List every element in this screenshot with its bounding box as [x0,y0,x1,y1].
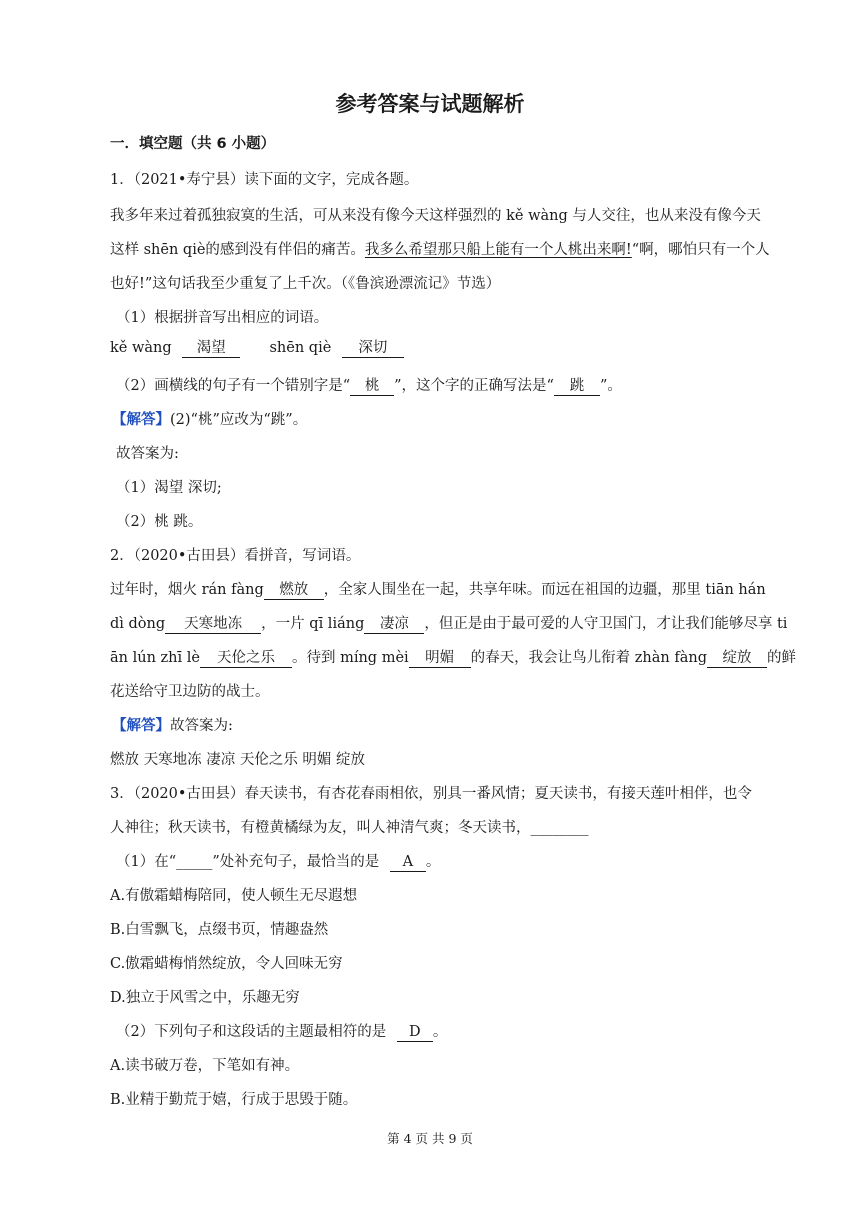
q2-line4: 花送给守卫边防的战士。 [110,684,270,700]
q1-passage-line2 [110,238,770,259]
q2-line2-c: ，但正是由于最可爱的人守卫国门，才让我们能够尽享 ti [424,616,788,632]
q3-sub1-text: （1）在“_____”处补充句子，最恰当的是 [116,854,380,870]
q2-line1 [110,578,766,600]
q3-line2: 人神往；秋天读书，有橙黄橘绿为友，叫人神清气爽；冬天读书，________ [110,820,589,836]
q1-pinyin1: kě wàng [110,340,172,356]
q2-solution-text: 故答案为: [170,718,233,734]
q2-line2 [110,612,787,634]
q1-final1: （1）渴望 深切; [116,480,222,496]
q2-line1-a: 过年时，烟火 rán fàng [110,582,264,598]
q1-pinyin-answers [110,340,404,358]
q1-stem: 1．（2021•寿宁县）读下面的文字，完成各题。 [110,172,419,188]
q3-sub2-text: （2）下列句子和这段话的主题最相符的是 [116,1024,387,1040]
q2-line2-a: dì dòng [110,616,166,632]
q2-answer5: 明媚 [409,650,471,668]
q1-passage-line2-tail: “啊，哪怕只有一个人 [631,242,770,258]
q1-underlined-sentence: 我多么希望那只船上能有一个人桃出来啊! [364,242,632,258]
q1-sub2-text-a: （2）画横线的句子有一个错别字是“ [116,378,351,394]
q1-sub1: （1）根据拼音写出相应的词语。 [116,310,329,326]
q2-answer4: 天伦之乐 [200,650,292,668]
q3-sub2-answer: D [397,1024,433,1042]
q3-sub1-answer: A [390,854,426,872]
q1-final2: （2）桃 跳。 [116,514,203,530]
q2-stem: 2．（2020•古田县）看拼音，写词语。 [110,548,361,564]
q1-sub2-text-b: ”，这个字的正确写法是“ [394,378,554,394]
q1-sub2-answer-correct: 跳 [554,378,600,396]
q1-sub2 [116,374,622,396]
q2-line3-b: 。待到 míng mèi [291,650,409,666]
q1-passage-line3: 也好!”这句话我至少重复了上千次。（《鲁滨逊漂流记》节选） [110,276,501,292]
q2-answer2: 天寒地冻 [165,616,261,634]
q3-option-a: A.有傲霜蜡梅陪同，使人顿生无尽遐想 [110,888,358,904]
q1-sub2-text-c: ”。 [599,378,622,394]
q3-option2-b: B.业精于勤荒于嬉，行成于思毁于随。 [110,1092,358,1108]
q1-answer1: 渴望 [182,340,240,358]
q1-pinyin2: shēn qiè [269,340,332,356]
q2-final: 燃放 天寒地冻 凄凉 天伦之乐 明媚 绽放 [110,752,366,768]
page-footer: 第 4 页 共 9 页 [387,1131,473,1146]
section-heading: 一．填空题（共 6 小题） [110,136,276,152]
q1-passage-line1: 我多年来过着孤独寂寞的生活，可从来没有像今天这样强烈的 kě wàng 与人交往，也从来没有像今天 [110,208,761,224]
q1-answer2: 深切 [342,340,404,358]
q3-option-b: B.白雪飘飞，点缀书页，情趣盎然 [110,922,329,938]
q2-line2-b: ，一片 qī liáng [261,616,365,632]
q2-line1-b: ，全家人围坐在一起，共享年味。而远在祖国的边疆，那里 tiān hán [323,582,766,598]
q2-solution-tag: 【解答】 [112,717,170,734]
q1-solution-tag: 【解答】 [112,411,170,428]
q3-sub2-end: 。 [432,1024,448,1040]
q2-line3 [110,646,796,668]
q2-line3-c: 的春天，我会让鸟儿衔着 zhàn fàng [470,650,707,666]
q1-answer-label: 故答案为: [116,446,179,462]
q1-solution-text: (2)“桃”应改为“跳”。 [170,412,308,428]
q3-sub1 [116,850,440,872]
q1-solution [112,408,307,429]
q2-answer3: 凄凉 [364,616,424,634]
q3-option-d: D.独立于风雪之中，乐趣无穷 [110,990,300,1006]
page-title: 参考答案与试题解析 [335,92,525,116]
q2-answer1: 燃放 [264,582,324,600]
q1-sub2-answer-wrong: 桃 [350,378,394,396]
q1-passage-line2-head: 这样 shēn qiè的感到没有伴侣的痛苦。 [110,242,365,258]
q2-answer6: 绽放 [707,650,767,668]
q3-line1: 3．（2020•古田县）春天读书，有杏花春雨相依，别具一番风情；夏天读书，有接天莲叶相伴，也令 [110,786,752,802]
q2-solution [112,714,233,735]
q3-option-c: C.傲霜蜡梅悄然绽放，令人回味无穷 [110,956,343,972]
q2-line3-a: ān lún zhī lè [110,650,200,666]
q3-option2-a: A.读书破万卷，下笔如有神。 [110,1058,300,1074]
q3-sub1-end: 。 [425,854,441,870]
q3-sub2 [116,1020,447,1042]
q2-line3-d: 的鲜 [766,650,796,666]
